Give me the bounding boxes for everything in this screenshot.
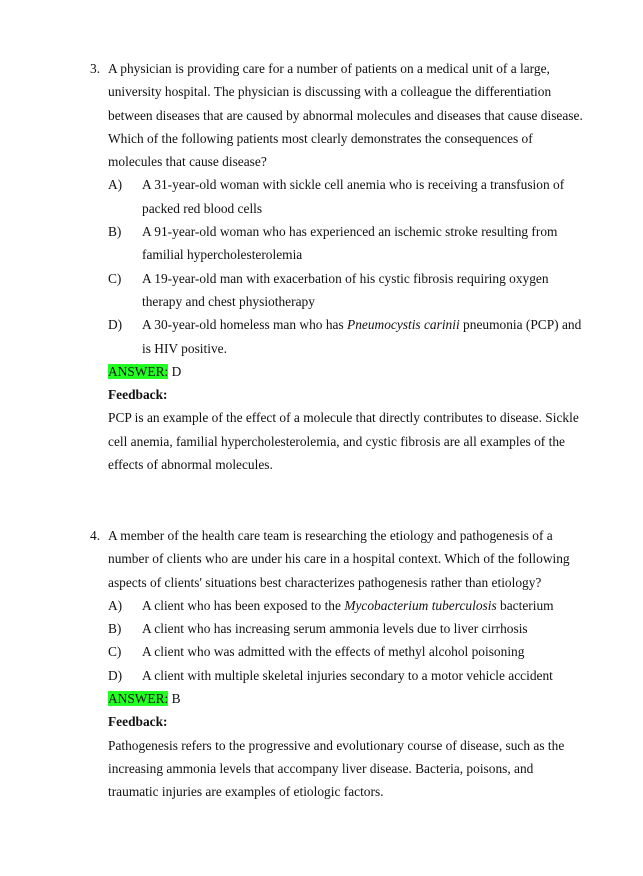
- option-a: [90, 594, 590, 617]
- option-letter: B): [108, 224, 122, 240]
- option-d: [90, 664, 590, 687]
- option-text: A client who was admitted with the effects of methyl alcohol poisoning: [142, 644, 525, 660]
- question-number: 3.: [90, 61, 101, 76]
- question-stem: [90, 524, 590, 547]
- option-text: A client who has been exposed to the: [142, 597, 345, 613]
- option-letter: A): [108, 597, 123, 613]
- option-text: A 91-year-old woman who has experienced an ischemic stroke resulting from: [142, 224, 558, 240]
- stem-line: molecules that cause disease?: [108, 154, 267, 170]
- question-number: 4.: [90, 528, 101, 543]
- stem-line: A physician is providing care for a number of patients on a medical unit of a large,: [108, 61, 550, 76]
- option-italic-text: Mycobacterium tuberculosis: [344, 597, 497, 613]
- option-a: [90, 173, 590, 196]
- option-text: bacterium: [496, 597, 554, 613]
- option-text: A client with multiple skeletal injuries secondary to a motor vehicle accident: [142, 667, 553, 683]
- option-c: [90, 267, 590, 290]
- option-letter: B): [108, 621, 122, 637]
- option-d: [90, 313, 590, 336]
- answer-line: [90, 360, 590, 383]
- feedback-heading: [90, 710, 590, 733]
- option-letter: D): [108, 317, 123, 333]
- option-letter: A): [108, 177, 123, 193]
- stem-line: between diseases that are caused by abnormal molecules and diseases that cause disease.: [108, 107, 583, 123]
- answer-label: ANSWER:: [108, 363, 169, 379]
- option-text: A 31-year-old woman with sickle cell anemia who is receiving a transfusion of: [142, 177, 565, 193]
- answer-label: ANSWER:: [108, 691, 169, 707]
- answer-value: B: [168, 691, 181, 707]
- feedback-line: PCP is an example of the effect of a molecule that directly contributes to disease. Sickle: [108, 410, 579, 426]
- answer-value: D: [168, 363, 182, 379]
- feedback-line: cell anemia, familial hypercholesterolemia, and cystic fibrosis are all examples of the: [108, 433, 565, 449]
- option-text: A 30-year-old homeless man who has: [142, 317, 348, 333]
- stem-line: university hospital. The physician is discussing with a colleague the differentiation: [108, 84, 552, 100]
- option-b: [90, 617, 590, 640]
- option-italic-text: Pneumocystis carinii: [347, 317, 460, 333]
- question-stem: [90, 57, 590, 80]
- question-3: [90, 57, 590, 476]
- option-letter: C): [108, 270, 122, 286]
- feedback-heading: [90, 383, 590, 406]
- option-c-continued: therapy and chest physiotherapy: [142, 293, 315, 309]
- option-text: A 19-year-old man with exacerbation of his cystic fibrosis requiring oxygen: [142, 270, 549, 286]
- feedback-line: increasing ammonia levels that accompany liver disease. Bacteria, poisons, and: [108, 760, 534, 776]
- option-c: [90, 640, 590, 663]
- feedback-label: Feedback:: [108, 714, 168, 730]
- option-b-continued: familial hypercholesterolemia: [142, 247, 303, 263]
- feedback-line: effects of abnormal molecules.: [108, 457, 273, 473]
- option-letter: C): [108, 644, 122, 660]
- question-4: [90, 524, 590, 804]
- stem-line: A member of the health care team is researching the etiology and pathogenesis of a: [108, 528, 553, 543]
- option-b: [90, 220, 590, 243]
- answer-line: [90, 687, 590, 710]
- option-text: A client who has increasing serum ammonia levels due to liver cirrhosis: [142, 621, 528, 637]
- option-a-continued: packed red blood cells: [142, 200, 263, 216]
- option-letter: D): [108, 667, 123, 683]
- feedback-label: Feedback:: [108, 387, 168, 403]
- stem-line: Which of the following patients most clearly demonstrates the consequences of: [108, 130, 533, 146]
- feedback-line: traumatic injuries are examples of etiologic factors.: [108, 784, 384, 800]
- stem-line: number of clients who are under his care in a hospital context. Which of the following: [108, 551, 570, 567]
- option-text: pneumonia (PCP) and: [459, 317, 582, 333]
- feedback-line: Pathogenesis refers to the progressive and evolutionary course of disease, such as the: [108, 737, 565, 753]
- option-d-continued: is HIV positive.: [142, 340, 227, 356]
- stem-line: aspects of clients' situations best characterizes pathogenesis rather than etiology?: [108, 574, 542, 590]
